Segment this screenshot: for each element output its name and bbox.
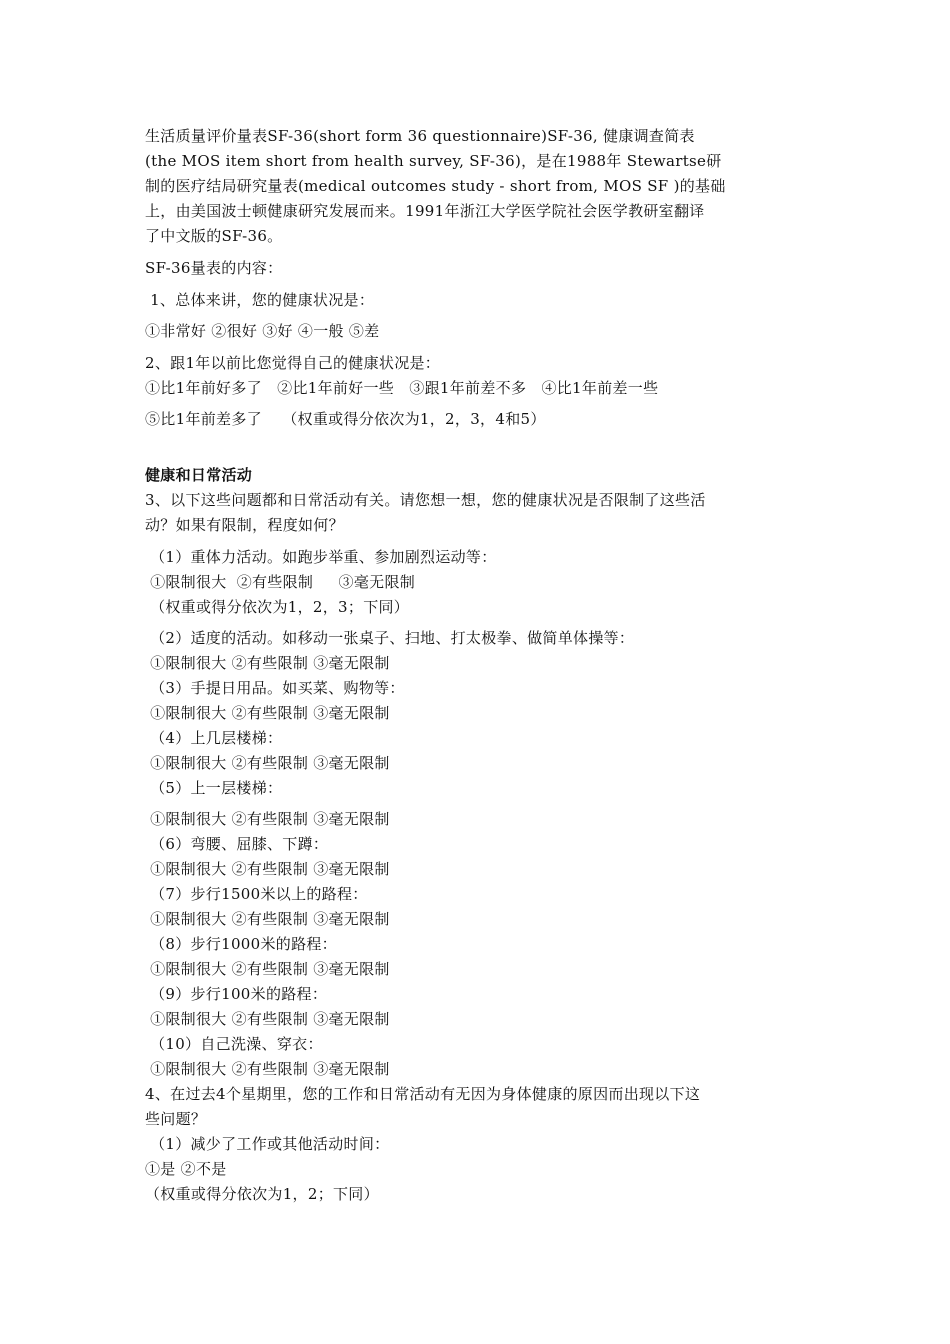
intro-line-2: (the MOS item short from health survey, SF-36)，是在1988年 Stewartse研 [145,152,722,170]
q3-item-options: ①限制很大 ②有些限制 ③毫无限制 [145,1010,390,1028]
q3-item-label: （6）弯腰、屈膝、下蹲： [145,835,329,853]
q3-item-options: ①限制很大 ②有些限制 ③毫无限制 [145,704,390,722]
q2-options-line-2: ⑤比1年前差多了 （权重或得分依次为1，2，3，4和5） [145,410,546,428]
intro-line-4: 上，由美国波士顿健康研究发展而来。1991年浙江大学医学院社会医学教研室翻译 [145,202,705,220]
q3-item-options: ①限制很大 ②有些限制 ③毫无限制 [145,1060,390,1078]
content-title: SF-36量表的内容： [145,259,283,277]
q4-item-note: （权重或得分依次为1，2；下同） [145,1185,379,1203]
q3-item-options: ①限制很大 ②有些限制 ③毫无限制 [145,754,390,772]
q3-item-label: （2）适度的活动。如移动一张桌子、扫地、打太极拳、做简单体操等： [145,629,635,647]
q1-text: 1、总体来讲，您的健康状况是： [145,291,375,309]
q3-item-options: ①限制很大 ②有些限制 ③毫无限制 [145,810,390,828]
q2-text: 2、跟1年以前比您觉得自己的健康状况是： [145,354,441,372]
q3-item-label: （5）上一层楼梯： [145,779,283,797]
q3-item-label: （9）步行100米的路程： [145,985,328,1003]
q3-item-options: ①限制很大 ②有些限制 ③毫无限制 [145,573,416,591]
q4-text-line-1: 4、在过去4个星期里，您的工作和日常活动有无因为身体健康的原因而出现以下这 [145,1085,701,1103]
section-heading: 健康和日常活动 [145,466,253,484]
q4-text-line-2: 些问题？ [145,1110,207,1128]
q2-options-line-1: ①比1年前好多了 ②比1年前好一些 ③跟1年前差不多 ④比1年前差一些 [145,379,659,397]
q3-item-label: （1）重体力活动。如跑步举重、参加剧烈运动等： [145,548,497,566]
q3-text-line-1: 3、以下这些问题都和日常活动有关。请您想一想，您的健康状况是否限制了这些活 [145,491,706,509]
q3-item-options: ①限制很大 ②有些限制 ③毫无限制 [145,654,390,672]
q3-item-note: （权重或得分依次为1，2，3；下同） [145,598,410,616]
q3-item-label: （10）自己洗澡、穿衣： [145,1035,323,1053]
q3-item-options: ①限制很大 ②有些限制 ③毫无限制 [145,960,390,978]
q3-item-options: ①限制很大 ②有些限制 ③毫无限制 [145,860,390,878]
q3-item-options: ①限制很大 ②有些限制 ③毫无限制 [145,910,390,928]
intro-line-1: 生活质量评价量表SF-36(short form 36 questionnaire)SF-36, 健康调查简表 [145,127,695,145]
q4-item-label: （1）减少了工作或其他活动时间： [145,1135,390,1153]
q3-item-label: （3）手提日用品。如买菜、购物等： [145,679,405,697]
q3-item-label: （4）上几层楼梯： [145,729,283,747]
q1-options: ①非常好 ②很好 ③好 ④一般 ⑤差 [145,322,380,340]
q3-text-line-2: 动？如果有限制，程度如何？ [145,516,344,534]
intro-line-3: 制的医疗结局研究量表(medical outcomes study - short from, MOS SF )的基础 [145,177,726,195]
q3-item-label: （7）步行1500米以上的路程： [145,885,368,903]
q4-item-options: ①是 ②不是 [145,1160,227,1178]
intro-line-5: 了中文版的SF-36。 [145,227,283,245]
q3-item-label: （8）步行1000米的路程： [145,935,337,953]
